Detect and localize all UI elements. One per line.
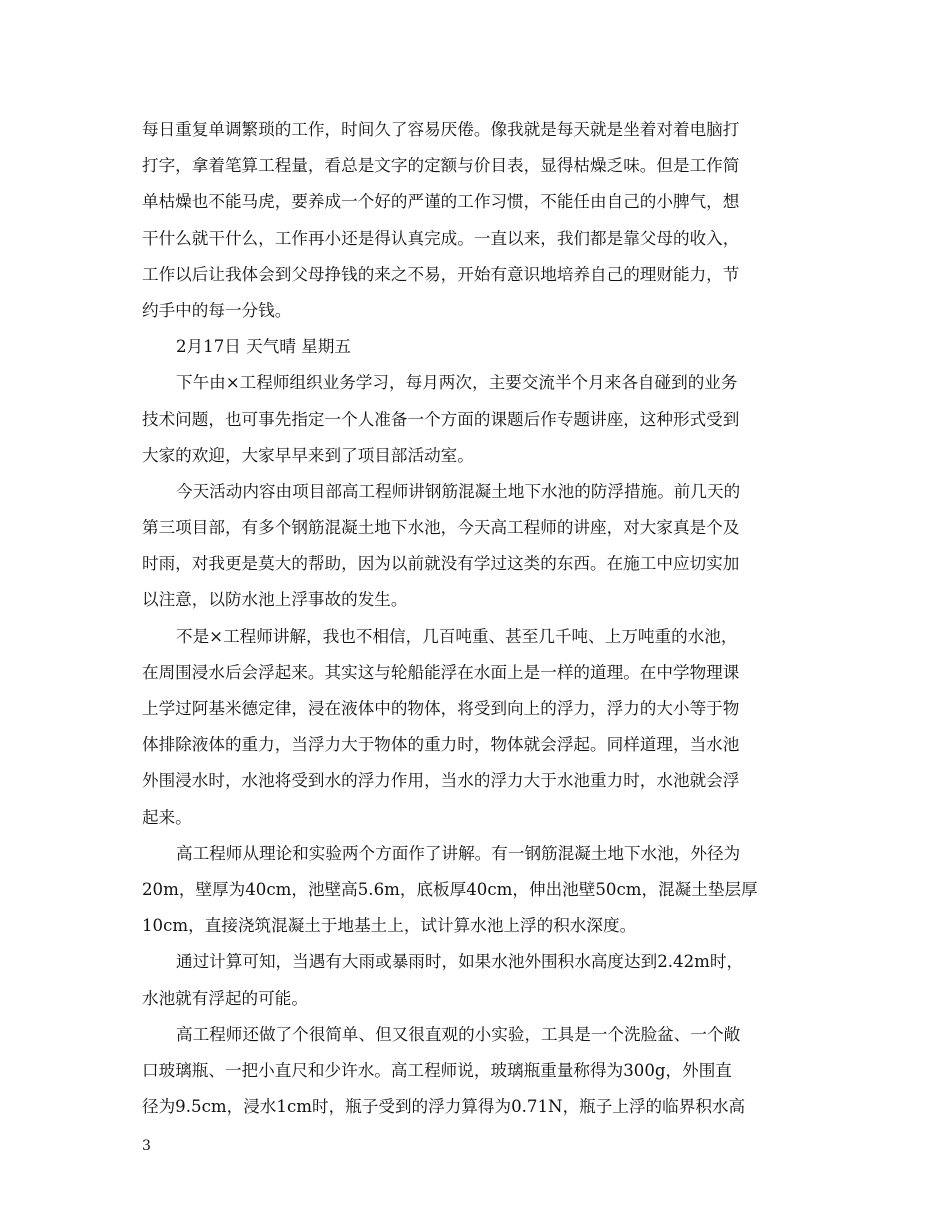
text-line: 干什么就干什么，工作再小还是得认真完成。一直以来，我们都是靠父母的收入， bbox=[142, 228, 740, 248]
text-line: 口玻璃瓶、一把小直尺和少许水。高工程师说，玻璃瓶重量称得为300g，外围直 bbox=[142, 1060, 732, 1080]
text-line: 高工程师从理论和实验两个方面作了讲解。有一钢筋混凝土地下水池，外径为 bbox=[176, 843, 741, 863]
text-line: 10cm，直接浇筑混凝土于地基土上，试计算水池上浮的积水深度。 bbox=[142, 916, 637, 936]
text-line: 不是×工程师讲解，我也不相信，几百吨重、甚至几千吨、上万吨重的水池， bbox=[176, 626, 738, 646]
text-line: 技术问题，也可事先指定一个人准备一个方面的课题后作专题讲座，这种形式受到 bbox=[142, 409, 740, 429]
text-line: 单枯燥也不能马虎，要养成一个好的严谨的工作习惯，不能任由自己的小脾气，想 bbox=[142, 192, 740, 212]
text-line: 通过计算可知，当遇有大雨或暴雨时，如果水池外围积水高度达到2.42m时， bbox=[176, 952, 744, 972]
text-line: 上学过阿基米德定律，浸在液体中的物体，将受到向上的浮力，浮力的大小等于物 bbox=[142, 699, 740, 718]
text-line: 在周围浸水后会浮起来。其实这与轮船能浮在水面上是一样的道理。在中学物理课 bbox=[142, 662, 740, 682]
text-line: 20m，壁厚为40cm，池壁高5.6m，底板厚40cm，伸出池壁50cm，混凝土垫层厚 bbox=[142, 879, 758, 899]
body-text bbox=[142, 112, 822, 1125]
text-line: 约手中的每一分钱。 bbox=[142, 300, 292, 320]
text-line: 第三项目部，有多个钢筋混凝土地下水池，今天高工程师的讲座，对大家真是个及 bbox=[142, 518, 740, 538]
text-line: 时雨，对我更是莫大的帮助，因为以前就没有学过这类的东西。在施工中应切实加 bbox=[142, 554, 740, 574]
text-line: 下午由×工程师组织业务学习，每月两次，主要交流半个月来各自碰到的业务 bbox=[176, 373, 738, 393]
text-line: 每日重复单调繁琐的工作，时间久了容易厌倦。像我就是每天就是坐着对着电脑打 bbox=[142, 120, 740, 139]
text-line: 外围浸水时，水池将受到水的浮力作用，当水的浮力大于水池重力时，水池就会浮 bbox=[142, 771, 740, 791]
text-line: 大家的欢迎，大家早早来到了项目部活动室。 bbox=[142, 445, 474, 465]
text-line: 起来。 bbox=[142, 807, 192, 827]
page-number: 3 bbox=[142, 1138, 151, 1154]
text-line: 高工程师还做了个很简单、但又很直观的小实验，工具是一个洗脸盆、一个敞 bbox=[176, 1024, 741, 1044]
text-line: 水池就有浮起的可能。 bbox=[142, 988, 308, 1008]
text-line: 打字，拿着笔算工程量，看总是文字的定额与价目表，显得枯燥乏味。但是工作简 bbox=[142, 156, 740, 176]
text-line: 2月17日 天气晴 星期五 bbox=[176, 337, 351, 357]
text-line: 以注意，以防水池上浮事故的发生。 bbox=[142, 590, 408, 610]
text-line: 工作以后让我体会到父母挣钱的来之不易，开始有意识地培养自己的理财能力，节 bbox=[142, 264, 740, 284]
text-line: 今天活动内容由项目部高工程师讲钢筋混凝土地下水池的防浮措施。前几天的 bbox=[176, 481, 741, 501]
text-line: 体排除液体的重力，当浮力大于物体的重力时，物体就会浮起。同样道理，当水池 bbox=[142, 735, 740, 755]
text-line: 径为9.5cm，浸水1cm时，瓶子受到的浮力算得为0.71N，瓶子上浮的临界积水高 bbox=[142, 1097, 746, 1117]
